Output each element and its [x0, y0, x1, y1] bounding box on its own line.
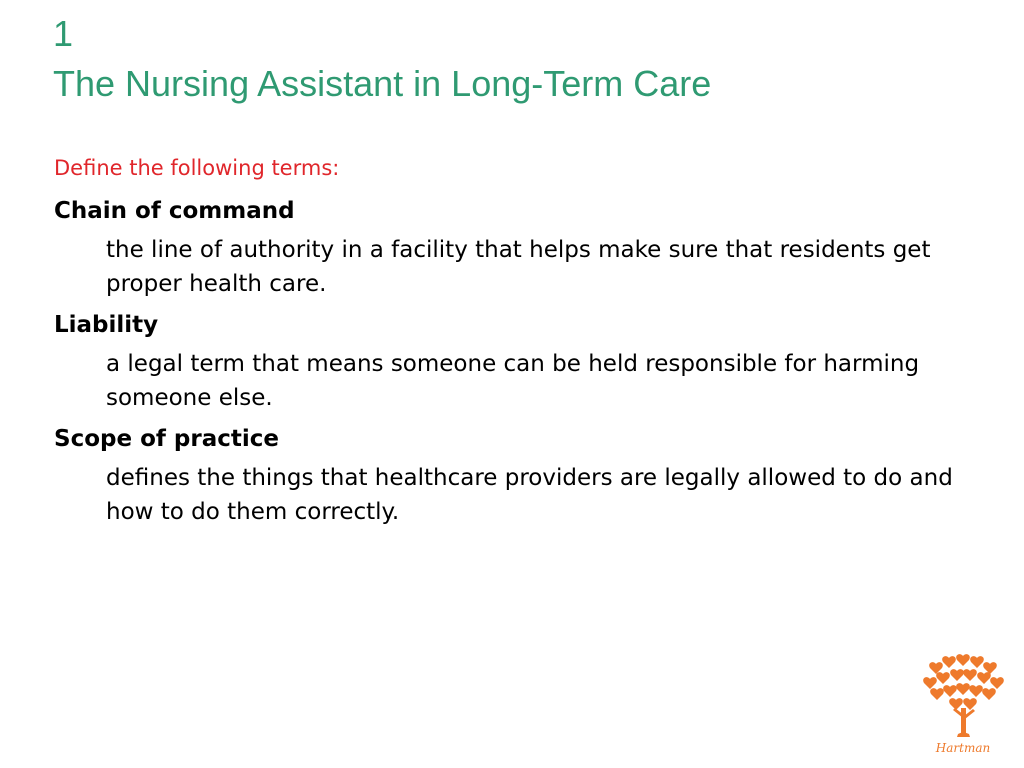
term-heading: Liability	[54, 312, 159, 338]
hartman-logo	[922, 652, 1004, 756]
term-item	[54, 195, 994, 301]
term-item	[54, 309, 994, 415]
slide-title: The Nursing Assistant in Long-Term Care	[53, 63, 712, 104]
logo-wordmark: Hartman	[935, 741, 991, 755]
term-definition: the line of authority in a facility that helps make sure that residents get proper health care.	[106, 237, 931, 297]
term-definition: a legal term that means someone can be held responsible for harming someone else.	[106, 351, 920, 411]
terms-list	[54, 195, 994, 537]
instruction-text: Define the following terms:	[54, 156, 340, 180]
chapter-number: 1	[53, 13, 74, 54]
heart-tree-icon	[922, 652, 1004, 756]
term-definition: defines the things that healthcare providers are legally allowed to do and how to do them correctly.	[106, 465, 953, 525]
term-heading: Scope of practice	[54, 426, 279, 452]
term-heading: Chain of command	[54, 198, 295, 224]
term-item	[54, 423, 994, 529]
